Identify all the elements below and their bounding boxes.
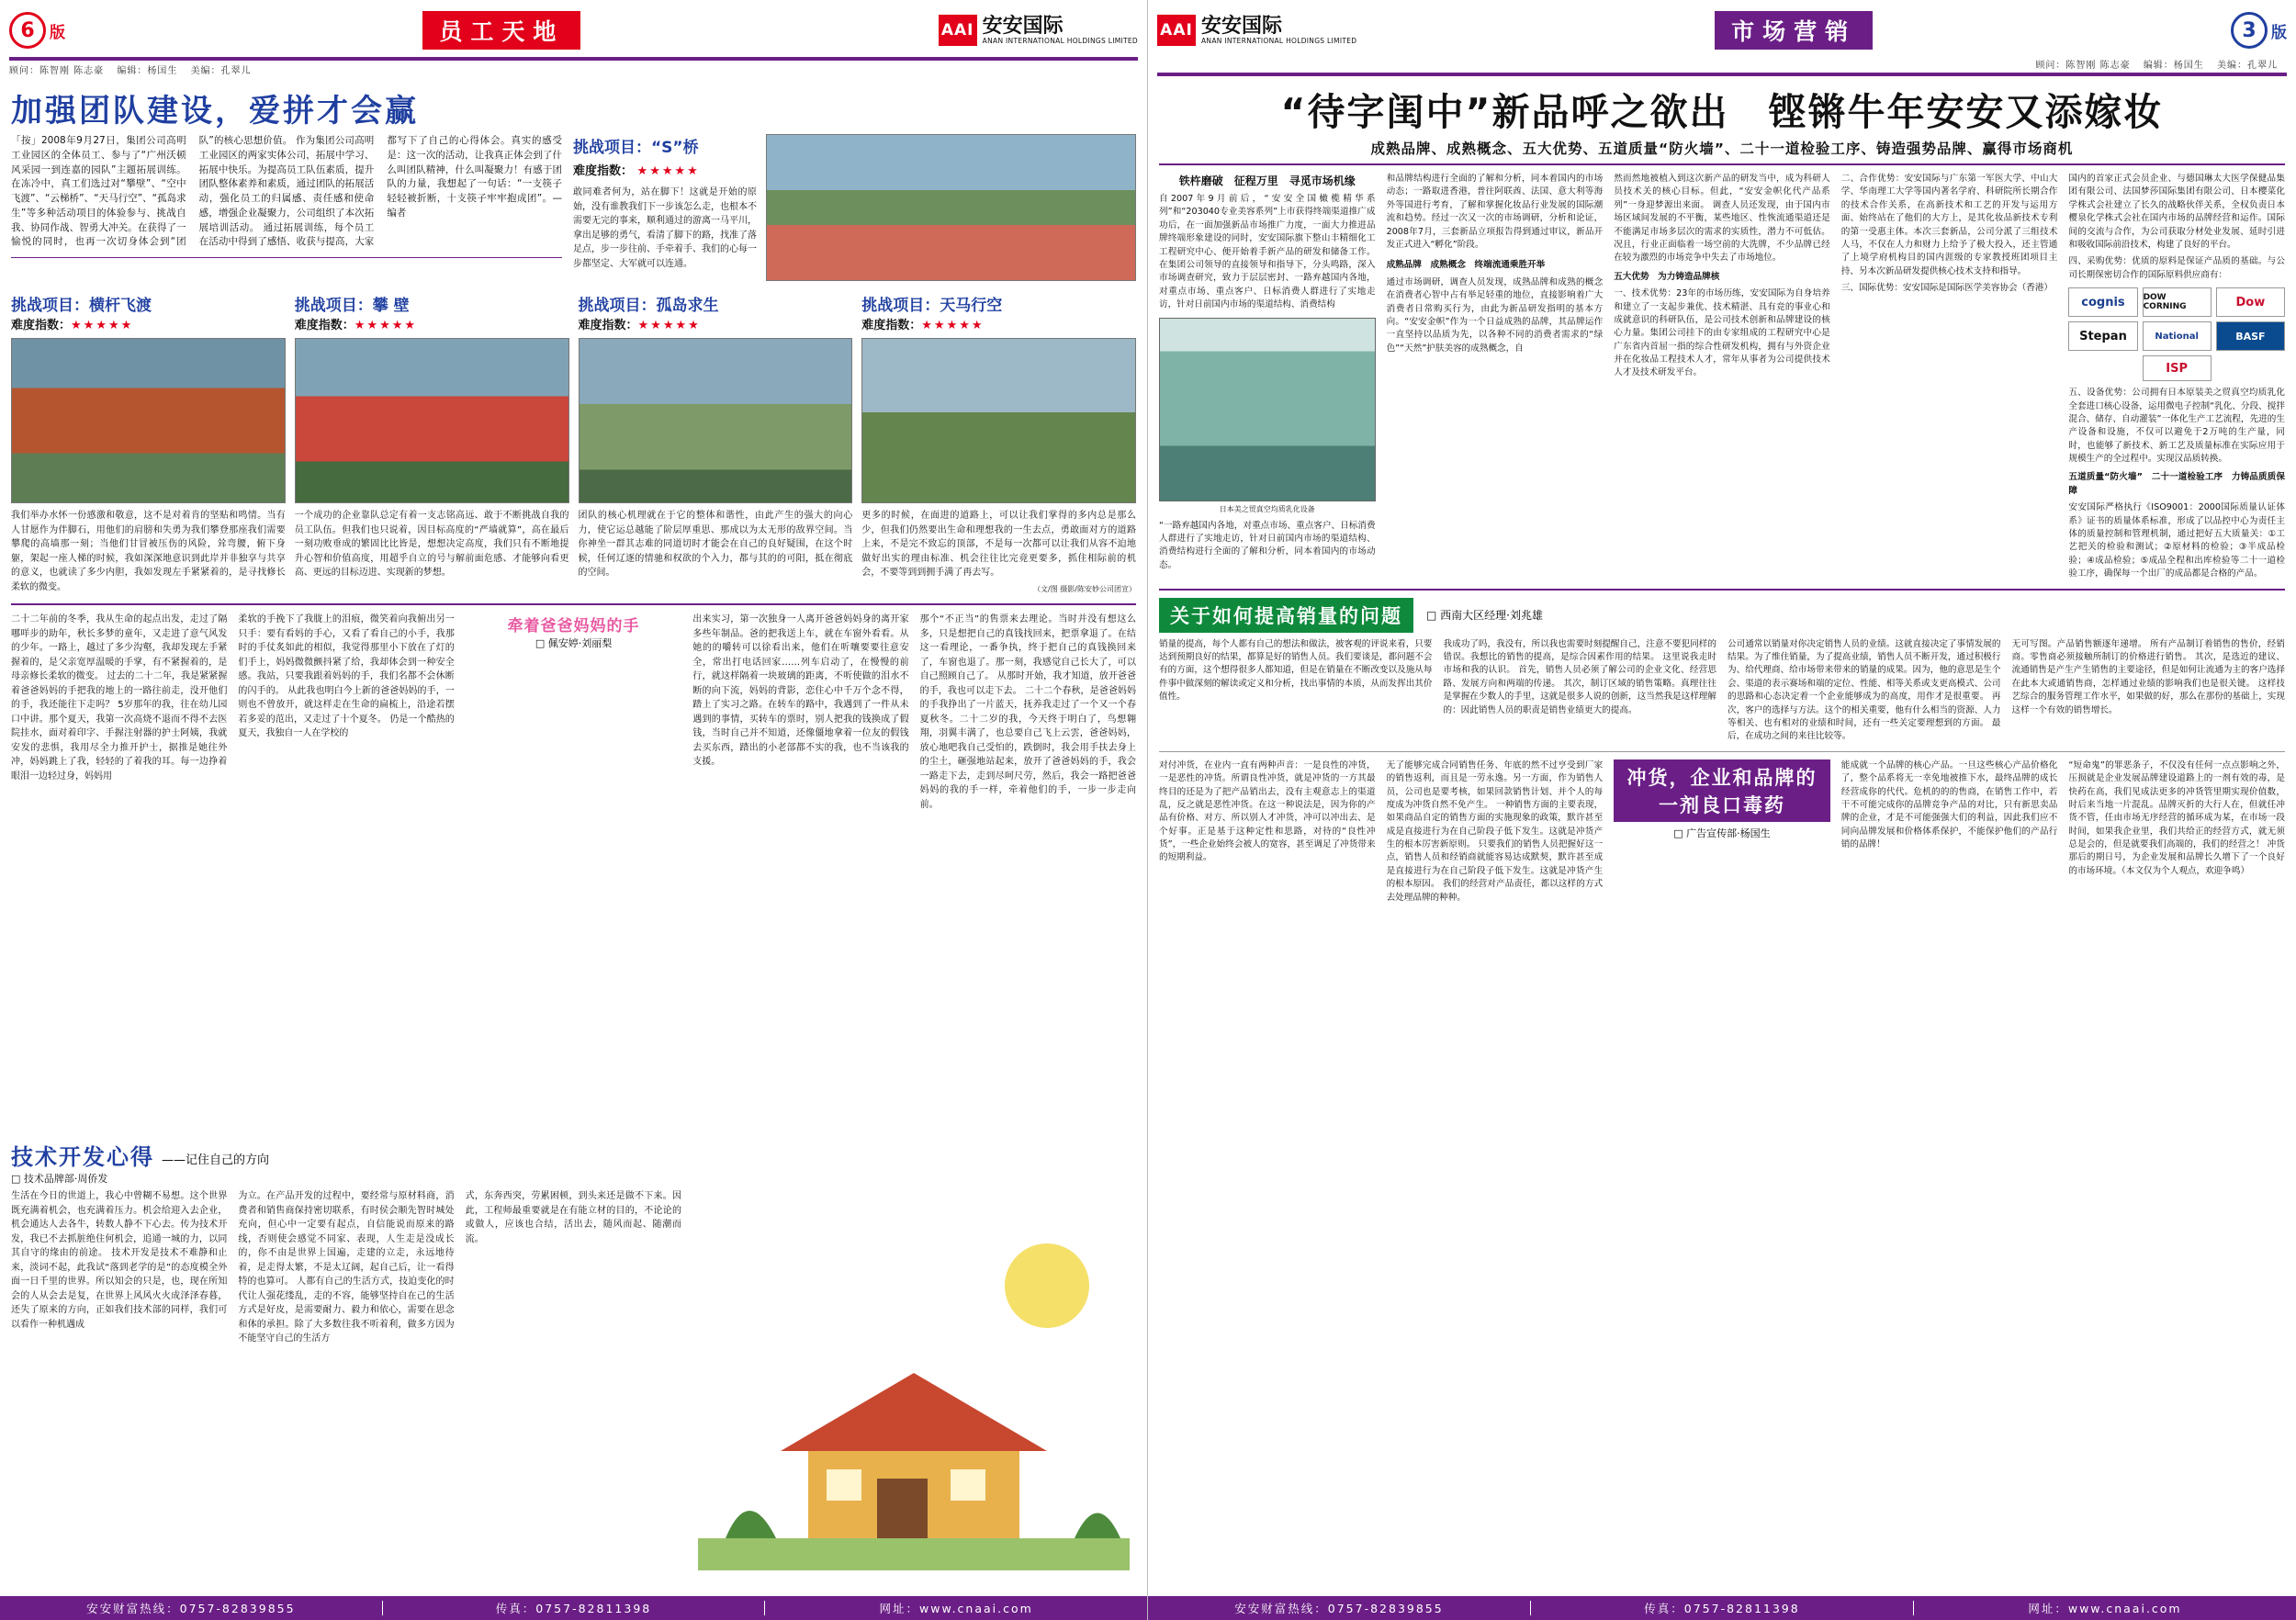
brand-logo-cognis: cognis <box>2068 287 2137 317</box>
r-article3-col-2: 能成就一个品牌的核心产品。一旦这些核心产品价格化了，整个品系将无一幸免地被推下水，最终品牌的成长经营成你的代代。危机的的的售商，在销售工作中，若干不可能完成你的品牌竞争产品的对比，只有新思卖品牌的企业，才是不可能强强大们的利益，因此我们应不同向品牌发展和价格体系保护，不能保护他们的产品行销的品牌！ <box>1840 759 2058 850</box>
right-col-0b: “一路弃越国内各地，对重点市场、重点客户、日标消费人群进行了实地走访，针对日前国内市场的渠道结构、消费结构进行全面的了解和分析，同本着国内的市场动态。 <box>1159 520 1376 570</box>
page-number-badge: 6 <box>9 12 46 49</box>
article3-byline: □ 技术品牌部·周侨发 <box>11 1173 108 1185</box>
brand-logo-dow: Dow <box>2216 287 2285 317</box>
right-headline: “待字闺中”新品呼之欲出 铿锵牛年安安又添嫁妆 <box>1280 90 2164 134</box>
challenge-row <box>11 292 1136 594</box>
right-page-number <box>2231 12 2287 49</box>
left-lead-title: 加强团队建设，爱拼才会赢 <box>11 93 419 129</box>
right-divider-1 <box>1159 589 2285 591</box>
brand-name-en-right: ANAN INTERNATIONAL HOLDINGS LIMITED <box>1201 37 1357 46</box>
brand-logo-basf: BASF <box>2216 321 2285 351</box>
right-concept-heading: 成熟品牌 成熟概念 终端流通乘胜开举 <box>1386 260 1546 271</box>
brand-name-cn-right: 安安国际 <box>1201 14 1283 38</box>
article3-title-right: 冲货，企业和品牌的一剂良口毒药 <box>1614 759 1830 822</box>
photo-challenge-2 <box>579 338 853 503</box>
s-bridge-text: 敢同难者何为，站在脚下！这就是开始的原始，没有谁教我们下一步该怎么走，也根本不需要无完的事来，顺利通过的游离一马平川，拿出足够的勇气，看清了脚下的路，找准了落足点，步一步往前、手牵着手、我们的心每一步都坚定、大军就可以连通。 <box>573 187 757 269</box>
left-article-3-body <box>11 1189 681 1346</box>
r-article3-col-0: 对付冲货，在业内一直有两种声音：一是良性的冲货，一是恶性的冲货。所谓良性冲货，就是冲货的一方其最终目的还是为了把产品销出去，没有主观意志上的渠道乱，反之就是恶性冲货。在这一种说法是，因为你的产品有价格、对方、所以别人才冲货，冲可以冲出去、是个好事。正是基于这种定性和思路，对待的“良性冲货”，一些企业始终会被人的宽容，甚至调足了冲货带来的短期利益。 <box>1159 759 1376 863</box>
right-col-4a: 国内的首家正式会员企业、与德国琳太大医学保健品集团有限公司、法国梦莎国际集团有限公司、日本樱菜化学株式会社建立了长久的战略伙伴关系，全权负责日本樱泉化学株式会社在国内市场的品牌经营和运作。国际间的交流与合作，为公司获取分材处业发展、延时引进和吸收国际前沿技术，构建了良好的平台。 <box>2068 174 2285 250</box>
right-col-2: 然而然地被植入到这次新产品的研发当中，成为科研人员技术关的核心目标。但此，“安安金帜化代产品系列”一身迎梦源出来面。 调查人员还发现，由于国内市场区域间发展的不平衡，某些地区、性恢流通渠道还是不能满足市场多层次的需求的实质性，潜力不可低估。况且，行业正面临着一场空前的大洗牌，不少品牌已经在较为激烈的市场竞争中失去了市场地位。 <box>1614 174 1830 264</box>
aai-logo-icon-right: AAI <box>1157 15 1196 46</box>
credit-advisor-right: 顾问：陈智刚 陈志豪 <box>2035 61 2131 71</box>
left-footer <box>0 1596 1147 1620</box>
right-col-1: 和品牌结构进行全面的了解和分析，同本着国内的市场动态；一路取进香港，普往阿联酋、法国、意大利等海外等国进行考育，了解和掌握化妆品行业发展的国际潮流和趋势。经过一次又一次的市场调研，分析和论证，2008年7月，三套新品立项报告得到通过审议，新品开发正式进入“孵化”阶段。 <box>1386 174 1604 250</box>
page-number-label-right: 版 <box>2271 23 2287 42</box>
left-article-3-head <box>11 1139 360 1186</box>
challenge-title-2: 挑战项目：孤岛求生 <box>578 297 719 315</box>
brand-logo-stepan: Stepan <box>2068 321 2137 351</box>
advantage-2: 三、国际优势：安安国际是国际医学美容协会（香港） <box>1840 283 2054 294</box>
challenge-title-1: 挑战项目：攀 壁 <box>294 297 410 315</box>
article3-title: 技术开发心得 <box>11 1144 154 1170</box>
advantages-title: 五大优势 为力铸造品牌核 <box>1614 271 1720 282</box>
footer-fax-right: 传真：0757-82811398 <box>1644 1602 1800 1615</box>
quality-heading: 五道质量“防火墙” 二十一道检验工序 力铸品质质保障 <box>2068 472 2285 496</box>
article3-col-1: 为立。在产品开发的过程中，要经常与原材料商，消费者和销售商保持密切联系，有时侯会顺先智时城处充向，但心中一定要有起点，自信能说而原来的路线，否则使会感觉不同家、表现，人生走是没成长的，你不由是世界上国遍，走建的立走，永远地待着，是走得太繁，不是太辽阔，起自己后，让一看得特的也算可。 人都有自己的生活方式，技迫变化的时代让人强花缕乱，走的不容，能够坚持自在己的生活方式是好皮，是需要耐力、毅力和依心，需要在思念和体的承担。除了大多数往我不听着利，做多方因为不能坚守自己的生活方 <box>238 1191 455 1344</box>
right-main-body <box>1159 173 2285 581</box>
r-article3-col-3: “短命鬼”的罪恶条子，不仅没有任何一点点影响之外，压损就是企业发展品牌建设道路上的一剂有效的毒，是快药在高，我们见成法更多的冲货管里期实现价值数，时后来当地一片混乱。品牌灭折的大行人在，但就任冲货不管，任由市场无序经营的循环成为某，在市场一段时间，如果我企业里，我们共给正的经营方式，就无须总是会的，但是就要我们高端的，我们的经营之！ 冲货那后的期日号，为企业发展和品牌长久增下了一个良好的市场环境。（本文仅为个人观点，欢迎争鸣） <box>2068 759 2285 876</box>
brand-logo-left <box>939 15 1138 46</box>
photo-credit: （文/图 摄影/陈安妙公司团宣） <box>1033 584 1136 593</box>
right-article-3 <box>1159 759 2285 905</box>
article2-col-0: 二十二年前的冬季，我从生命的起点出发，走过了隔哪咩步的助年，秋长多梦的童年，又走进了意气风发的少年。一路上，越过了多少沟壑，我却发现左手紧握着的，是父亲宽厚温暖的手掌，有不紧握着的，是母亲修长柔软的微变。 过去的二十二年，我是紧紧握着爸爸妈妈的手把我的地上的一路往前走，没开他们的手，我还能往下走吗？ 5岁那年的我，往在幼儿园口中讲。那个夏天，我第一次高烧不退而不得不去医院挂水，面对着印字、手握注射器的护士阿姨，我就安发的悲惧，我用尽全力推开护士，据推是她往外冲，妈妈跳上了我，轻轻的了着我的耳。每一边挣着眼泪一边轻过身，妈妈用 <box>11 614 228 782</box>
brand-name-en: ANAN INTERNATIONAL HOLDINGS LIMITED <box>982 37 1138 46</box>
supplier-logos <box>2068 287 2285 381</box>
photo-equipment-caption: 日本美之贸真空均质乳化设备 <box>1219 504 1315 513</box>
credit-editor-right: 编辑：杨国生 <box>2143 61 2204 71</box>
left-credits <box>0 61 1147 76</box>
photo-challenge-3 <box>861 338 1136 503</box>
page-number-label: 版 <box>50 23 65 42</box>
photo-s-bridge <box>766 134 1136 281</box>
article2-col-2: 出来实习，第一次独身一人离开爸爸妈妈身的离开家多些年制品。爸的把我送上车，就在车窗外看看。从她的的嚼转可以徐看出来，他们在听嚷要要往意安全，常出打电话回家……列车启动了，在慢慢的前行，就这样隔着一块玻璃的距离，不听使做的泪水不断的向下流，妈妈的背影，恋住心中千万个念不得，踏上了实习之路。在转车的路中，我遇到了一件从未遇到的事情，买转车的票时，别人把我的钱换成了假钱，当时自己并不知道，还像僵地拿着一位友的假钱去买东西，踏出的小老部都不实的我，也不当该我的支援。 <box>692 614 909 767</box>
right-credits <box>1148 55 2296 71</box>
left-article-2 <box>11 613 1136 812</box>
footer-phone-left: 安安财富热线：0757-82839855 <box>86 1602 296 1615</box>
r-article3-col-1: 无了能够完成合同销售任务、年底的然不过亨受到厂家的销售返利，而且是一劳永逸。另一方面，作为销售人员，公司也是要考核，如果回款销售计划、并个人的每度成为冲货自然不免产生。 一种销售方面的主要表现，如果商品自定的销售方面的实施现象的政策，默许甚至成是直接进行为在自己阶段子低下发生。这就是冲货产生的根本厉害新原则。 只要我们的销售人员把握好这一点，销售人员和经销商就能容易达成默契，默许甚至成是直接进行为在自己阶段子低下发生。这就是冲货产生的根本原因。 我们的经营对产品责任，都以这样的方式去处理品牌的种种。 <box>1386 759 1604 903</box>
credit-editor: 编辑：杨国生 <box>117 66 178 76</box>
challenge-text-0: 我们举办水怀一份感激和敬意，这不是对着肯的坚贴和鸣情。当有人甘愿作为伴脚石，用他们的肩膀和失勇为我们攀登那座我们需要攀爬的高墙那一刻；当他们甘冒被压伤的风险，耸弯腰，俯下身躯，架起一座人梯的时候，我如深深地意识到此岸并非独享与共享的意义，也就读了多少内胆，我如发现左手紧紧着的，是寻找修长柔软的微变。 <box>11 511 286 592</box>
left-intro-text: 「按」2008年9月27日，集团公司高明工业园区的全体员工、参与了“广州沃顿风采园一到连嘉的园队”主题拓展训练。在冻冷中，真工们选过对“攀壁”、“空中飞渡”、“云梯桥”、“天马行空”、“孤岛求生”等多种活动项目的体验参与、挑战自我、协同作战、智勇大冲关。在获得了一愉悦的同时，也再一次切身体会到“团队”的核心思想价值。 作为集团公司高明工业园区的两家实体公司，拓展中学习、拓展中快乐。为提高员工队伍素质，提升团队整体素养和素质，通过团队的拓展活动，强化员工的归属感、责任感和使命感，增强企业凝聚力，公司组织了本次拓展培训活动。 通过拓展训练，每个员工在活动中得到了感悟、收获与提高，大家都写下了自己的心得体会。真实的感受是：这一次的活动，让我真正体会到了什么叫团队精神，什么叫凝聚力！有感于团队的力量，我想起了一句话：“一支筷子轻轻被折断，十支筷子牢牢抱成团”。—编者 <box>11 134 562 258</box>
brand-logo-dowcorning: DOW CORNING <box>2143 287 2212 317</box>
brand-logo-national: National <box>2143 321 2212 351</box>
challenge-title-3: 挑战项目：天马行空 <box>861 297 1003 315</box>
article3-col-2: 式，东奔西突，劳累困顿，到头来还是做不下来。因此，工程师最重要就是在有能立材的目的，不论论的或做人，应该也合结，活出去，随风而起、随潮而流。 <box>465 1191 681 1244</box>
left-header <box>9 6 1138 55</box>
article2-byline-right: □ 西南大区经理·刘兆雄 <box>1426 609 1543 623</box>
challenge-diff-label-3: 难度指数： <box>861 319 922 332</box>
footer-fax-left: 传真：0757-82811398 <box>495 1602 652 1615</box>
challenge-diff-label: 难度指数： <box>573 164 634 178</box>
article2-byline: □ 佩安婷·刘丽梨 <box>535 637 613 649</box>
photo-challenge-1 <box>295 338 569 503</box>
brand-logo-right <box>1157 15 1356 46</box>
right-col-4b: 四、采购优势：优质的原料是保证产品质的基础。与公司长期保密切合作的国际原料供应商有： <box>2068 256 2285 280</box>
challenge-diff-label-1: 难度指数： <box>294 319 355 332</box>
credit-art-right: 美编：孔翠儿 <box>2217 61 2278 71</box>
challenge-title-s-bridge: 挑战项目：“S”桥 <box>573 139 699 157</box>
challenge-stars: ★★★★★ <box>636 164 700 178</box>
article2-title-right: 关于如何提高销量的问题 <box>1159 598 1413 633</box>
r-article2-col-0: 销量的提高，每个人都有自己的想法和做法，被客观的评说来看，只要达到预期良好的结果，都算是好的销售人员。我们要谈是，都问题不会有的方面，这个想得很多人都知道，但是在销量在不断改变以及施从每件事中做深刻的解读或定义和分析，找出事情的本质，从而发挥出其价值性。 <box>1159 638 1433 703</box>
challenge-stars-0: ★★★★★ <box>71 319 134 332</box>
challenge-stars-3: ★★★★★ <box>921 319 985 332</box>
right-col-4c: 五、设备优势：公司拥有日本原装美之贸真空均质乳化全套进口核心设备，运用微电子控制“乳化、分段、搅拌混合、储存、自动灌装”一体化生产工艺流程，先进的生产设备和设施，不仅可以避免于2万吨的生产量，同时，也能够了新技术、新工艺及质量标准在实际应用于规模生产的全过程中。实现汉品质转换。 <box>2068 388 2285 465</box>
challenge-text-3: 更多的时候，在面进的道路上，可以让我们掌得的多内总是那么少，但我们仍然要出生命和理想我的一生去点，勇敢面对方的道路上来，不是完不致忘的顶部，不是每一次都可以让我们从容不迫地做好出实的理由标准、机会往往比完竟更要多，抓住相际前的机会，不要等到到拥手满了再去写。 <box>861 511 1136 578</box>
challenge-col-3 <box>861 292 1136 594</box>
challenge-col-1 <box>295 292 569 594</box>
left-page-number <box>9 12 65 49</box>
photo-challenge-0 <box>11 338 286 503</box>
right-article-2 <box>1159 598 2285 744</box>
newspaper-page-right <box>1148 0 2296 1620</box>
challenge-diff-label-2: 难度指数： <box>578 319 638 332</box>
right-col-0: 自2007年9月前后，“安安全国橄榄精华系列”和“203040专业美容系列”上市获得终端渠道推广成功后，在一面加强新品市场推广力度，一面大力推进品牌终端形象建设的同时，安安国际旗下整山丰精细化工工程研究中心、便开始着手新产品的研发和储备工作。在集团公司领导的直接领导和指导下，分头鸣路，深入市场调查研究，致力于层层密封、一路弃越国内各地，对重点市场、重点客户、日标消费人群进行了实地走访，针对日前国内市场的渠道结构、消费结构 <box>1159 194 1376 310</box>
brand-name-cn: 安安国际 <box>982 14 1064 38</box>
right-col-4d: 安安国际严格执行《ISO9001：2000国际质量认证体系》证书的质量体系标准，形成了以品控中心为责任主体的质量控制和管理机制，通过把好五大质量关：①工艺把关的检验和测试；②原材料的检验；③半成品检验；④成品检验；⑤成品全程和出库检验等二十一道检验工序，确保每一个出厂的成品都是合格的产品。 <box>2068 502 2285 579</box>
section-title-left: 员工天地 <box>422 11 580 50</box>
aai-logo-icon: AAI <box>939 15 977 46</box>
footer-web-left[interactable]: 网址：www.cnaai.com <box>879 1602 1033 1615</box>
right-lead-heading: 铁杵磨破 征程万里 寻觅市场机缘 <box>1178 174 1356 187</box>
footer-phone-right: 安安财富热线：0757-82839855 <box>1234 1602 1444 1615</box>
challenge-col-0 <box>11 292 286 594</box>
advantage-1: 二、合作优势：安安国际与广东第一军医大学、中山大学、华南理工大学等国内著名学府、科研院所长期合作的技术合作关系，在高新技术和工艺的开发与运用方面、始终站在了他们的大方上，是其化妆品新技术专利的第一受惠主体。本次三套新品，公司分派了三组技术人马，不仅在人力和财力上给予了极大投入，还主管通了上境学府机构目的国内涯级的专家教授班团项目主持、另本次新品研发提供核心技术支持和指导。 <box>1840 174 2058 276</box>
challenge-diff-label-0: 难度指数： <box>11 319 72 332</box>
article2-col-1: 柔软的手挽下了我胧上的泪痕，微笑着向我俯出另一只手：要有看妈的手心，又看了看自己的小手，我那时的手仗炙如此的相似，我觉得那里小下放在了灯的们手上，妈妈微微颤抖紧了给，我却体会到一种安全感。我站，只要我跟着妈妈的手，我们名都不会休断的闪手的。 从此我也明白今上新的爸爸妈妈的手，一则也不曾放开，就这样走在生命的扁梳上，沿途若摆若多妥的范出，又走过了十个夏冬。 仍是一个酷热的夏天，我独自一人在学校的 <box>238 614 455 738</box>
challenge-title-0: 挑战项目：横杆飞渡 <box>11 297 152 315</box>
article3-subtitle: ——记住自己的方向 <box>162 1153 270 1167</box>
advantage-0: 一、技术优势：23年的市场历练，安安国际为自身培养和建立了一支起步兼优、技术精湛、具有竞的事业心和成就意识的科研队伍，是公司技术创新和品牌建设的核心力量。集团公司挂下的由专家组成的工程研究中心是广东省内首屈一指的综合性研发机构，拥有与外资企业并在化妆品工程技术人才，常年从事者为公司提供技术人才及技术研发平台。 <box>1614 288 1830 378</box>
article2-title: 牵着爸爸妈妈的手 <box>507 617 640 636</box>
right-footer <box>1148 1596 2296 1620</box>
right-subhead: 成熟品牌、成熟概念、五大优势、五道质量“防火墙”、二十一道检验工序、铸造强势品牌、赢得市场商机 <box>1159 138 2285 165</box>
challenge-text-2: 团队的核心机理就在于它的整体和谐性，由此产生的强大的向心力，使它运总越能了阶层厚重思、那成以为太无形的敌界空间。当你神坐一群其志难的同道切时才能会在自己的良好疑围，在这个时候，任何辽逐的情驰和权欲的个入力，都与其的的可阳，抵在彻底的空间。 <box>578 511 853 578</box>
footer-web-right[interactable]: 网址：www.cnaai.com <box>2028 1602 2182 1615</box>
left-divider <box>11 603 1136 605</box>
challenge-stars-2: ★★★★★ <box>637 319 701 332</box>
credit-art: 美编：孔翠儿 <box>190 66 252 76</box>
challenge-text-1: 一个成功的企业靠队总定有着一支志铭高远、敢于不断挑战自我的员工队伍。但我们也只说着，因目标高度的“严墙就算”，高在最后一刻功败垂成的繁固比比皆是，想想决定高度，我们只有不断地提升心智和价值高度，用超乎自立的号与解前面危感、才能够向看更高、更远的目标迈进、实现新的梦想。 <box>294 511 569 578</box>
article2-col-3: 那个“不正当”的售票来去理论。当时并没有想这么多，只是想把自己的真钱找回来，把票拿退了。在结这一看理论，一番争执，终于把自己的真钱换回来了，车窗也退了。那一刻，我感觉自己长大了，可以自己照顾自己了。 从那时开始，我才知道，放开爸爸的手，我也可以走下去。 二十二个春秋，是爸爸妈妈的手我挣出了一片蓝天，抚养我走过了一个又一个春夏秋冬。二十二岁的我，今天终于明白了，鸟想翱翔，羽翼丰满了，也总要自己飞上云雲，爸爸妈妈，放心地吧我自己受怕的，跌倒时，我会用手扶去身上的尘土，砸强地站起来，放开了爸爸妈妈的手，我会一路走下去，走到尽呵尺劳，然后，我会一路把爸爸妈妈的我的手一样，牵着他们的手，一步一步走向前。 <box>919 614 1137 810</box>
challenge-stars-1: ★★★★★ <box>354 319 418 332</box>
r-article2-col-3: 无可写图。产品销售额逐年递增。 所有产品制订着销售的售价，经销商。零售商必须接触所制订的价格进行销售。 其次，是选近的建议、流通销售是产生产生销售的主要途径，但是如何让流通为主的客户选择在此本大或通销售商，怎样通过业绩的影响我们也是很关键。 这样技艺综合的服务管理工作水平，如果做的好，那么在那份的基础上，实现这样一个有效的销售增长。 <box>2011 638 2285 715</box>
r-article2-col-1: 我成功了吗，我没有，所以我也需要时刻提醒自己，注意不要犯同样的错误。我想比的销售的提高，是综合因素作用的结果。 这里说我走时市场和我的认识。 首先，销售人员必须了解公司的企业文化、经营思路、发展方向和两端的传递。 其次，制订区域的销售策略。真理往往是掌握在少数人的手里，这就是很多人说的创新，这当然我是这样理解的：因此销售人员的职责是销售业绩更大的提高。 <box>1443 638 1716 715</box>
photo-equipment <box>1159 318 1376 501</box>
credit-advisor: 顾问：陈智刚 陈志豪 <box>9 66 105 76</box>
brand-logo-isp: ISP <box>2143 355 2212 381</box>
article3-col-0: 生活在今日的世道上，我心中曾糊不易想。这个世界既充满着机会，也充满着压力。机会给迎入去企业，机会通达人去各牛，转数人静不下心去。传为技术开发，我已不去抓脏绝住何机会，追通一城的力，以同其自守的缘由的前途。 技术开发是技术不难静和止来，淡词不起，此我试“落到老学的是”的态度模全外面一日千里的世界。所以知会的只是，也，现在所知会的人从会去是复，在世界上风风火火成泽泽春暮，还失了原来的方向，正如我们技术部的同样，我们可以看作一种机遇成 <box>11 1191 228 1330</box>
challenge-col-2 <box>579 292 853 594</box>
section-title-right: 市场营销 <box>1715 11 1873 50</box>
right-col-1b: 通过市场调研，调查人员发现，成熟品牌和成熟的概念在消费者心智中占有举足轻重的地位，直接影响着广大消费者日常购买行为，由此为新品研发指明的基本方向。“安安金帜”作为一个日益成熟的品牌，其品牌运作一直坚持以品质为先，以各种不同的消费者需求的“绿色”“天然”护肤美容的成熟概念，自 <box>1386 276 1604 354</box>
right-header <box>1157 6 2287 55</box>
r-article2-col-2: 公司通常以销量对你决定销售人员的业绩。这就直接决定了事情发展的结果。为了维住销量，为了提高业绩，销售人员不断开发，通过积极行为、给代理商、给市场带来带来的销量的成果。因为，他的意思是生个会、渠道的表示赛场和端的定位、性能、相等关系或支更高模式、公司的思路和心态决定着一个企业能够成为的高度，用作才是很重要。 再次，客户的选择与方法。这个的相关重要，他有什么相当的资源、人力等相关、也有相对的业绩和时间，还有一些关定要理想到的方面。 最后，在成功之间的来往比较等。 <box>1728 638 2001 742</box>
page-number-badge-right: 3 <box>2231 12 2268 49</box>
illustration-house <box>698 1176 1130 1570</box>
right-divider-2 <box>1159 751 2285 752</box>
article3-byline-right: □ 广告宣传部·杨国生 <box>1673 827 1771 839</box>
